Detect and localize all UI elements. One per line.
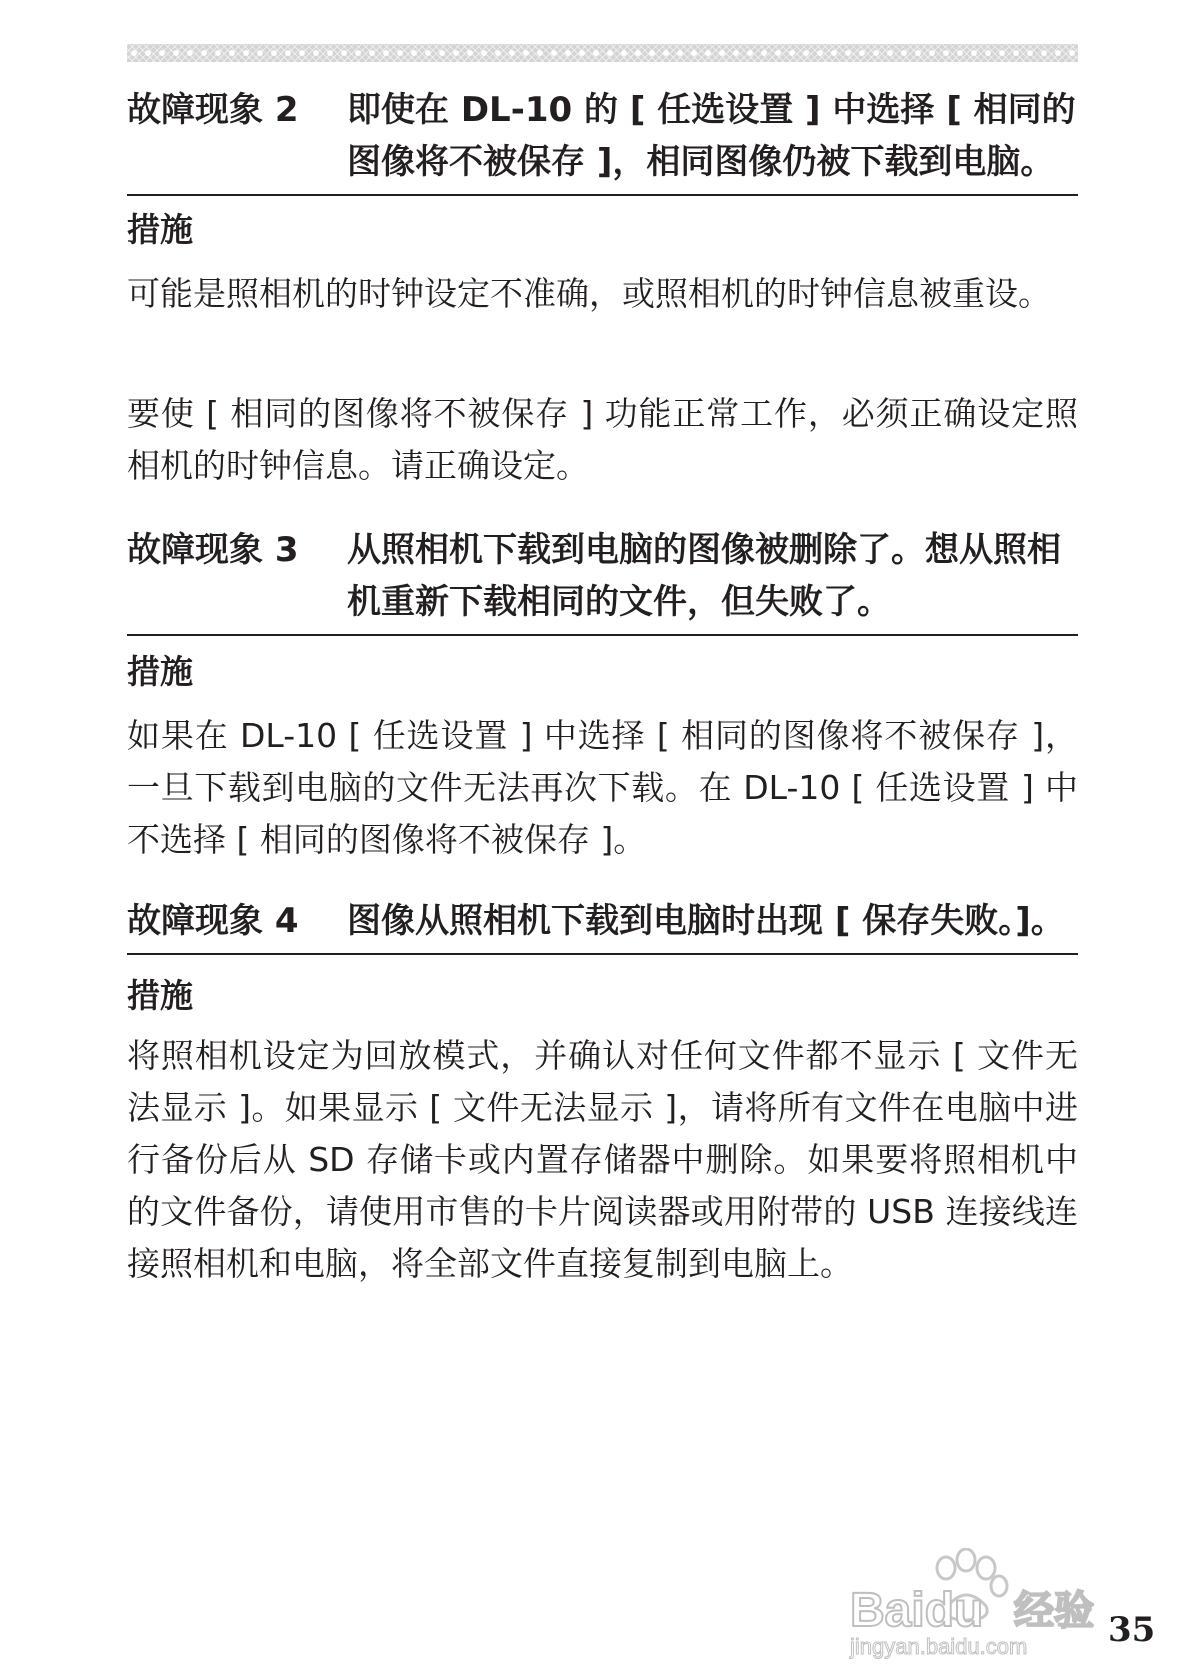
watermark-url: jingyan.baidu.com <box>850 1634 1028 1659</box>
symptom-heading-4 <box>127 895 1078 955</box>
measure-label: 措施 <box>127 652 193 691</box>
decorative-header-band <box>127 44 1078 62</box>
watermark-brand: Baidu <box>850 1584 984 1637</box>
symptom-number: 故障现象 4 <box>127 901 299 941</box>
baidu-jingyan-watermark <box>846 1548 1146 1660</box>
measure-paragraph: 可能是照相机的时钟设定不准确，或照相机的时钟信息被重设。 <box>127 274 1051 313</box>
page-number: 35 <box>1108 1610 1156 1650</box>
symptom-heading-3 <box>127 524 1078 636</box>
symptom-title: 从照相机下载到电脑的图像被删除了。想从照相机重新下载相同的文件，但失败了。 <box>347 530 1061 622</box>
symptom-title: 图像从照相机下载到电脑时出现 [ 保存失败。]。 <box>347 901 1065 941</box>
watermark-suffix: 经验 <box>1014 1588 1094 1634</box>
measure-paragraph: 要使 [ 相同的图像将不被保存 ] 功能正常工作，必须正确设定照相机的时钟信息。请正确设定。 <box>127 394 1078 485</box>
measure-paragraph: 将照相机设定为回放模式，并确认对任何文件都不显示 [ 文件无法显示 ]。如果显示 [ 文件无法显示 ]，请将所有文件在电脑中进行备份后从 SD 存储卡或内置存储器中删除。如果要将照相机中的文件备份，请使用市售的卡片阅读器或用附带的 USB 连接线连接照相机和电脑，将全部文件直接复制到电脑上。 <box>127 1036 1078 1283</box>
symptom-heading-2 <box>127 84 1078 196</box>
measure-label: 措施 <box>127 976 193 1015</box>
symptom-title: 即使在 DL-10 的 [ 任选设置 ] 中选择 [ 相同的图像将不被保存 ]，相同图像仍被下载到电脑。 <box>347 90 1076 182</box>
symptom-number: 故障现象 3 <box>127 530 299 570</box>
measure-label: 措施 <box>127 210 193 249</box>
measure-paragraph: 如果在 DL-10 [ 任选设置 ] 中选择 [ 相同的图像将不被保存 ]，一旦下载到电脑的文件无法再次下载。在 DL-10 [ 任选设置 ] 中不选择 [ 相同的图像将不被保存 ]。 <box>127 716 1078 859</box>
symptom-number: 故障现象 2 <box>127 90 299 130</box>
